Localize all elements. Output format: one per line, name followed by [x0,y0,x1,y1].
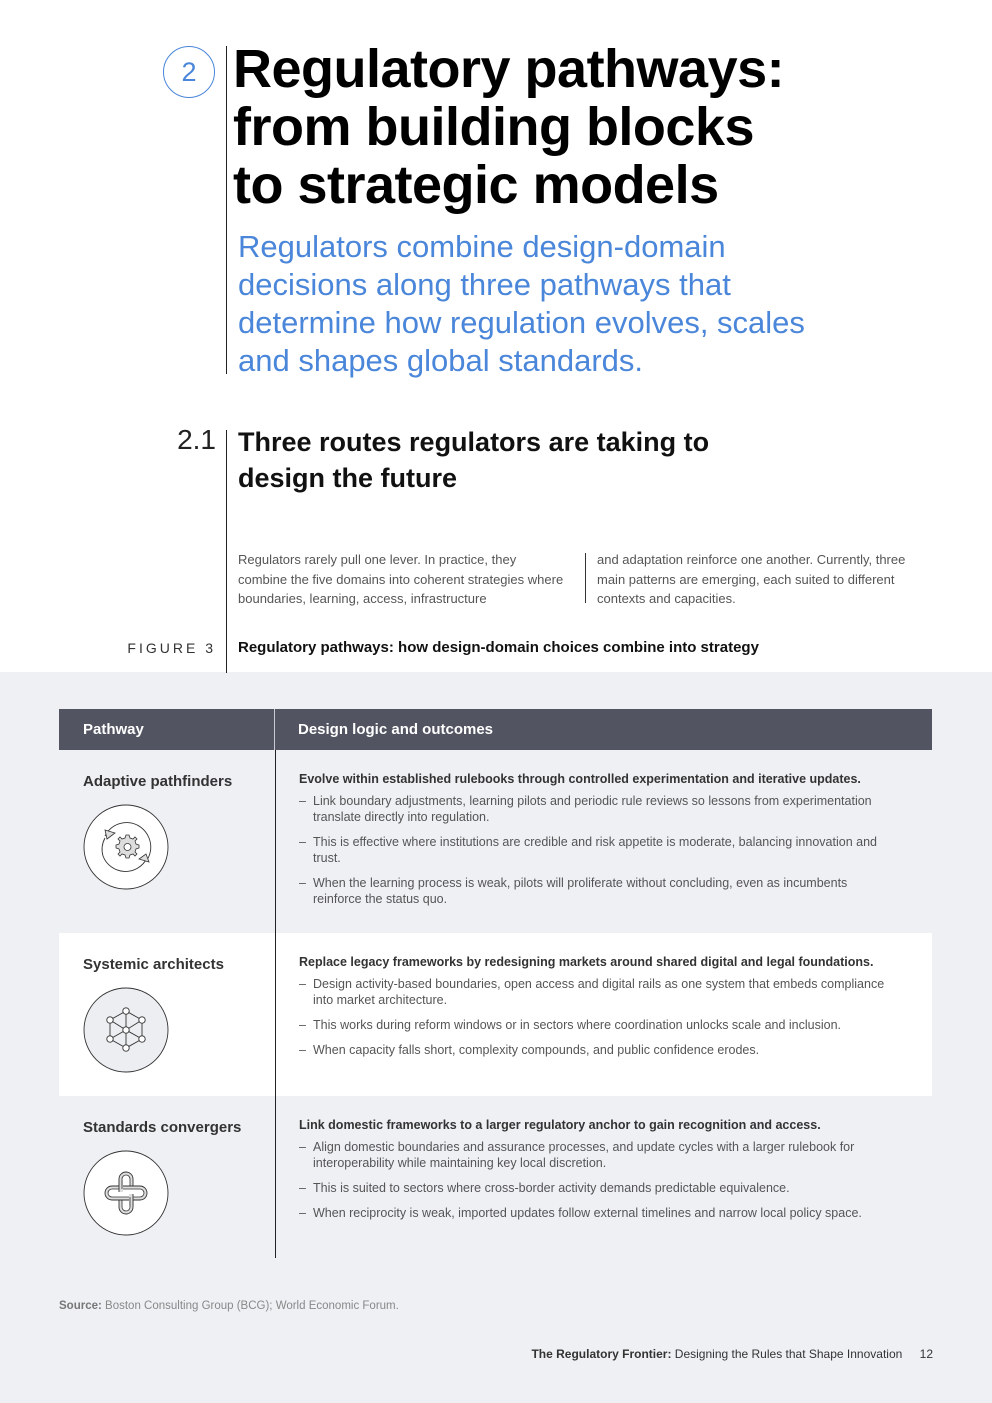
outcome-item: – Design activity-based boundaries, open access and digital rails as one system that embeds compliance into market architecture. [299,976,899,1008]
chapter-title-bold: Regulatory pathways: [233,39,785,99]
pathway-summary: Link domestic frameworks to a larger regulatory anchor to gain recognition and access. [299,1118,821,1132]
pathway-name: Systemic architects [83,956,224,973]
pathway-name: Standards convergers [83,1119,242,1136]
pathway-summary: Evolve within established rulebooks through controlled experimentation and iterative updates. [299,772,861,786]
footer-title-rest: Designing the Rules that Shape Innovation [674,1347,903,1361]
source-note [59,1300,399,1312]
section-title: Three routes regulators are taking to design the future [238,427,710,493]
section-number: 2.1 [177,424,216,455]
column-header-design-logic: Design logic and outcomes [298,721,494,738]
source-text: Boston Consulting Group (BCG); World Economic Forum. [105,1300,399,1312]
outcome-item: – Align domestic boundaries and assurance processes, and update cycles with a larger rulebook for interoperability while maintaining key local discretion. [299,1139,899,1171]
design-logic-cell [276,933,932,1096]
chapter-title-line2: from building blocks [233,97,755,157]
design-logic-cell [276,1096,932,1258]
pathway-cell [59,750,276,933]
page-footer [531,1347,933,1361]
interlocked-links-icon [83,1150,169,1236]
chapter-title-line3: to strategic models [233,155,719,215]
outcome-item: – When the learning process is weak, pilots will proliferate without concluding, even as incumbents reinforce the status quo. [299,875,899,907]
outcome-item: – When capacity falls short, complexity compounds, and public confidence erodes. [299,1042,899,1058]
network-hexagon-icon [83,987,169,1073]
outcome-list [299,976,932,1058]
outcome-item: – This works during reform windows or in sectors where coordination unlocks scale and inclusion. [299,1017,899,1033]
pathways-table [59,709,932,1258]
chapter-lede: Regulators combine design-domain decisions along three pathways that determine how regulation evolves, scales and shapes global standards. [238,229,805,378]
page-number: 12 [919,1347,933,1361]
figure-label: FIGURE 3 [127,640,216,656]
outcome-item: – This is effective where institutions are credible and risk appetite is moderate, balancing innovation and trust. [299,834,899,866]
pathway-cell [59,1096,276,1258]
outcome-item: – This is suited to sectors where cross-border activity demands predictable equivalence. [299,1180,899,1196]
design-logic-cell [276,750,932,933]
pathway-summary: Replace legacy frameworks by redesigning markets around shared digital and legal foundations. [299,955,874,969]
intro-column-2: and adaptation reinforce one another. Currently, three main patterns are emerging, each suited to different contexts and capacities. [597,552,906,606]
column-divider [585,553,586,603]
cycle-gear-icon [83,804,169,890]
outcome-item: – When reciprocity is weak, imported updates follow external timelines and narrow local policy space. [299,1205,899,1221]
table-row [59,750,932,933]
source-label: Source: [59,1300,102,1312]
pathway-cell [59,933,276,1096]
chapter-number: 2 [181,56,197,87]
pathway-name: Adaptive pathfinders [83,773,233,790]
intro-column-1: Regulators rarely pull one lever. In practice, they combine the five domains into coherent strategies where boundaries, learning, access, infrastructure [238,552,564,606]
table-row [59,933,932,1096]
divider-line [226,46,227,374]
table-header [59,709,932,750]
figure-title: Regulatory pathways: how design-domain choices combine into strategy [238,639,759,656]
chapter-number-badge [163,46,215,98]
table-row [59,1096,932,1258]
divider-line [226,430,227,673]
outcome-item: – Link boundary adjustments, learning pilots and periodic rule reviews so lessons from experimentation translate directly into regulation. [299,793,899,825]
outcome-list [299,793,932,907]
footer-title-bold: The Regulatory Frontier: [531,1347,672,1361]
column-header-pathway: Pathway [59,709,275,750]
chapter-title [233,40,953,214]
outcome-list [299,1139,932,1221]
